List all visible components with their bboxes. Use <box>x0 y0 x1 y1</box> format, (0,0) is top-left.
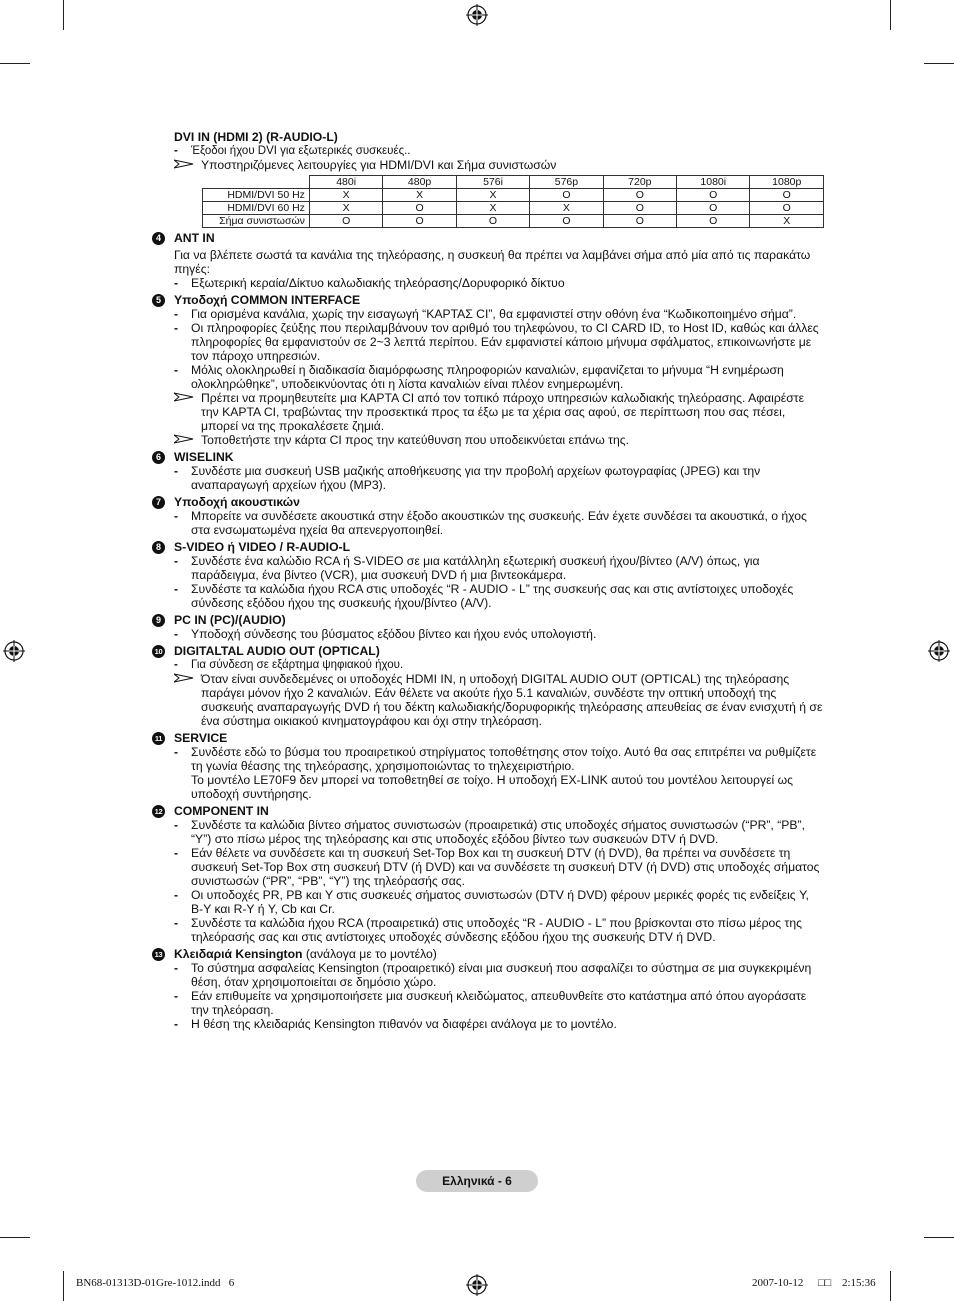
item-text: Συνδέστε ένα καλώδιο RCA ή S-VIDEO σε μια κατάλληλη εξωτερική συσκευή ήχου/βίντεο (A/V) όπως, για παράδειγμα, ένα βίντεο (VCR), μια συσκευή DVD ή μια βιντεοκάμερα. <box>191 554 760 582</box>
table-cell: O <box>677 202 750 215</box>
item-text: Εξωτερική κεραία/Δίκτυο καλωδιακής τηλεόρασης/Δορυφορικό δίκτυο <box>191 276 565 290</box>
table-cell: X <box>456 202 529 215</box>
dash-bullet: - <box>174 888 179 902</box>
table-cell: O <box>530 189 603 202</box>
note-text: Υποστηριζόμενες λειτουργίες για HDMI/DVI και Σήμα συνιστωσών <box>201 158 557 172</box>
section-body <box>152 818 824 944</box>
section-title-text: Υποδοχή COMMON INTERFACE <box>174 293 361 307</box>
note <box>174 158 824 172</box>
paragraph <box>174 773 824 801</box>
hdmi-dvi-support-table <box>202 175 824 228</box>
section-title-text: COMPONENT IN <box>174 804 269 818</box>
dash-bullet: - <box>174 464 179 478</box>
dash-bullet: - <box>174 916 179 930</box>
table-cell: O <box>750 189 824 202</box>
table-cell: O <box>456 215 529 228</box>
table-cell: O <box>677 215 750 228</box>
dash-bullet: - <box>174 554 179 568</box>
item-text: Συνδέστε μια συσκευή USB μαζικής αποθήκευσης για την προβολή αρχείων φωτογραφίας (JPEG) και την αναπαραγωγή αρχείων ήχου (MP3). <box>191 464 761 492</box>
note <box>174 433 824 447</box>
table-header-cell: 1080p <box>750 176 824 189</box>
section-title <box>152 293 824 307</box>
table-row <box>203 215 824 228</box>
dash-bullet: - <box>174 307 179 321</box>
note-text: Τοποθετήστε την κάρτα CI προς την κατεύθυνση που υποδεικνύεται επάνω της. <box>201 433 630 447</box>
list-item <box>174 307 824 321</box>
section-title-text: S-VIDEO ή VIDEO / R-AUDIO-L <box>174 540 351 554</box>
crop-mark <box>0 63 30 64</box>
item-text: Εάν θέλετε να συνδέσετε και τη συσκευή Set-Top Box και τη συσκευή DTV (ή DVD), θα πρέπει να συνδέσετε τη συσκευή Set-Top Box στη συσκευή DTV (ή DVD) και να συνδέσετε τη συσκευή DTV (ή DVD) στις υποδοχές σήματος συνιστωσών (“PR”, “PB”, “Y”) της τηλεόρασής σας. <box>191 846 820 888</box>
table-cell: O <box>383 202 456 215</box>
section-body <box>152 554 824 610</box>
crop-mark <box>890 0 891 30</box>
list-item <box>174 464 824 492</box>
dash-bullet: - <box>174 989 179 1003</box>
item-text: Συνδέστε εδώ το βύσμα του προαιρετικού στηρίγματος τοποθέτησης στον τοίχο. Αυτό θα σας επιτρέπει να ρυθμίζετε τη γωνία θέασης της τηλεόρασης, χρησιμοποιώντας το τηλεχειριστήριο. <box>191 745 817 773</box>
section-title <box>152 495 824 509</box>
section-title <box>152 613 824 627</box>
registration-mark-icon <box>466 4 488 26</box>
section-wiselink <box>152 450 824 492</box>
table-cell: O <box>530 215 603 228</box>
section-title <box>152 644 824 658</box>
section-number-badge: 5 <box>152 294 165 307</box>
table-cell: O <box>750 202 824 215</box>
list-item <box>174 1017 824 1031</box>
note <box>174 672 824 728</box>
item-text: Οι υποδοχές PR, PB και Y στις συσκευές σήματος συνιστωσών (DTV ή DVD) φέρουν μερικές φορές τις ενδείξεις Y, B-Y και R-Y ή Y, Cb και Cr. <box>191 888 810 916</box>
section-title-suffix: (ανάλογα με το μοντέλο) <box>302 947 437 961</box>
section-number-badge: 7 <box>152 496 165 509</box>
dash-bullet: - <box>174 627 179 641</box>
section-component-in <box>152 804 824 944</box>
section-number-badge: 12 <box>152 805 165 818</box>
section-kensington <box>152 947 824 1031</box>
section-body <box>152 464 824 492</box>
item-text: Έξοδοι ήχου DVI για εξωτερικές συσκευές.. <box>191 145 411 157</box>
table-cell: O <box>677 189 750 202</box>
section-service <box>152 731 824 801</box>
item-text: Το μοντέλο LE70F9 δεν μπορεί να τοποθετηθεί σε τοίχο. Η υποδοχή EX-LINK αυτού του μοντέλου λειτουργεί ως υποδοχή συντήρησης. <box>191 773 793 801</box>
item-text: Οι πληροφορίες ζεύξης που περιλαμβάνουν τον αριθμό του τηλεφώνου, το CI CARD ID, το Host ID, καθώς και άλλες πληροφορίες θα εμφανιστούν σε 2~3 λεπτά περίπου. Εάν εμφανιστεί κάποιο μήνυμα σφάλματος, επικοινωνήστε με τον πάροχο υπηρεσιών. <box>191 321 819 363</box>
section-title-text: WISELINK <box>174 450 234 464</box>
section-title: DVI IN (HDMI 2) (R-AUDIO-L) <box>174 130 338 144</box>
section-body <box>152 658 824 728</box>
section-body <box>152 627 824 641</box>
section-digital-audio-out <box>152 644 824 728</box>
item-text: Συνδέστε τα καλώδια ήχου RCA (προαιρετικά) στις υποδοχές “R - AUDIO - L” που βρίσκονται στο πίσω μέρος της τηλεόρασής σας και στις αντίστοιχες υποδοχές σύνδεσης εξόδου ήχου της συσκευής DTV ή DVD. <box>191 916 803 944</box>
section-number-badge: 13 <box>152 948 165 961</box>
item-text: Υποδοχή σύνδεσης του βύσματος εξόδου βίντεο και ήχου ενός υπολογιστή. <box>191 627 597 641</box>
table-header-cell: 576i <box>456 176 529 189</box>
section-title-text: DIGITALTAL AUDIO OUT (OPTICAL) <box>174 644 380 658</box>
section-ant-in <box>152 231 824 290</box>
section-number-badge: 8 <box>152 541 165 554</box>
section-dvi <box>152 130 824 228</box>
item-text: Εάν επιθυμείτε να χρησιμοποιήσετε μια συσκευή κλειδώματος, απευθυνθείτε στο κατάστημα από όπου αγοράσατε την τηλεόραση. <box>191 989 807 1017</box>
section-body <box>152 307 824 447</box>
section-title-text: Υποδοχή ακουστικών <box>174 495 300 509</box>
list-item <box>174 144 824 158</box>
section-title <box>152 450 824 464</box>
dash-bullet: - <box>174 745 179 759</box>
section-number-badge: 9 <box>152 614 165 627</box>
table-header-cell: 480i <box>309 176 382 189</box>
item-text: Το σύστημα ασφαλείας Kensington (προαιρετικό) είναι μια συσκευή που ασφαλίζει το σύστημα σε μια συγκεκριμένη θέση, όταν χρησιμοποιείται σε δημόσιο χώρο. <box>191 961 812 989</box>
table-row-label: Σήμα συνιστωσών <box>203 215 310 228</box>
section-number-badge: 4 <box>152 232 165 245</box>
section-title-text: SERVICE <box>174 731 228 745</box>
section-title <box>152 804 824 818</box>
dash-bullet: - <box>174 818 179 832</box>
section-body <box>152 245 824 290</box>
list-item <box>174 961 824 989</box>
item-text: Συνδέστε τα καλώδια ήχου RCA στις υποδοχές “R - AUDIO - L” της συσκευής σας και στις αντίστοιχες υποδοχές σύνδεσης εξόδου ήχου της συσκευής ήχου/βίντεο (A/V). <box>191 582 794 610</box>
page-number-badge: Ελληνικά - 6 <box>416 1170 538 1192</box>
crop-mark <box>0 1237 30 1238</box>
list-item <box>174 745 824 773</box>
dash-bullet: - <box>174 145 178 157</box>
note-text: Όταν είναι συνδεδεμένες οι υποδοχές HDMI IN, η υποδοχή DIGITAL AUDIO OUT (OPTICAL) της τηλεόρασης παράγει μόνον ήχο 2 καναλιών. Εάν θέλετε να ακούτε ήχο 5.1 καναλιών, συνδέστε την οπτική υποδοχή της συσκευής αναπαραγωγής DVD ή του δέκτη καλωδιακής/δορυφορικής τηλεόρασης απευθείας σε έναν ενισχυτή ή σε ένα σύστημα οικιακού κινηματογράφου και όχι στην τηλεόραση. <box>201 672 823 728</box>
table-cell: O <box>603 189 676 202</box>
list-item <box>174 658 824 672</box>
table-row-label: HDMI/DVI 50 Hz <box>203 189 310 202</box>
crop-mark <box>63 1271 64 1301</box>
table-cell: X <box>309 189 382 202</box>
list-item <box>174 888 824 916</box>
list-item <box>174 846 824 888</box>
table-header-cell: 576p <box>530 176 603 189</box>
item-text: Για σύνδεση σε εξάρτημα ψηφιακού ήχου. <box>191 659 404 671</box>
table-cell: X <box>456 189 529 202</box>
table-cell: O <box>603 202 676 215</box>
dash-bullet: - <box>174 1017 179 1031</box>
dash-bullet: - <box>174 321 179 335</box>
item-text: Συνδέστε τα καλώδια βίντεο σήματος συνιστωσών (προαιρετικά) στις υποδοχές σήματος συνιστωσών (“PR”, “PB”, “Y”) στο πίσω μέρος της τηλεόρασης και στις υποδοχές εξόδου βίντεο των συσκευών DTV ή DVD. <box>191 818 805 846</box>
note-arrow-icon <box>174 673 194 683</box>
table-cell: O <box>383 215 456 228</box>
note-text: Πρέπει να προμηθευτείτε μια ΚΑΡΤΑ CI από τον τοπικό πάροχο υπηρεσιών καλωδιακής τηλεόρασης. Αφαιρέστε την ΚΑΡΤΑ CI, τραβώντας την προσεκτικά προς τα έξω με τα χέρια σας αφού, σε περίπτωση που σας πέσει, μπορεί να της προκαλέσετε ζημιά. <box>201 391 805 433</box>
table-row-label: HDMI/DVI 60 Hz <box>203 202 310 215</box>
table-cell: X <box>530 202 603 215</box>
item-text: Μόλις ολοκληρωθεί η διαδικασία διαμόρφωσης πληροφοριών καναλιών, εμφανίζεται το μήνυμα “Η ενημέρωση ολοκληρώθηκε”, υποδεικνύοντας ότι η λίστα καναλιών είναι πλέον ενημερωμένη. <box>191 363 784 391</box>
list-item <box>174 627 824 641</box>
section-title-text: Κλειδαριά Kensington <box>174 947 303 961</box>
dash-bullet: - <box>174 509 179 523</box>
section-title-text: PC IN (PC)/(AUDIO) <box>174 613 286 627</box>
section-number-badge: 6 <box>152 451 165 464</box>
print-time: 2:15:36 <box>842 1277 876 1289</box>
registration-mark-icon <box>928 640 950 662</box>
list-item <box>174 989 824 1017</box>
table-cell: X <box>750 215 824 228</box>
crop-mark <box>890 1271 891 1301</box>
table-cell: X <box>383 189 456 202</box>
print-file-slug: BN68-01313D-01Gre-1012.indd 6 <box>76 1277 235 1289</box>
section-number-badge: 10 <box>152 645 165 658</box>
registration-mark-icon <box>466 1274 488 1296</box>
section-s-video <box>152 540 824 610</box>
list-item <box>174 276 824 290</box>
table-header-row <box>203 176 824 189</box>
table-header-cell: 480p <box>383 176 456 189</box>
list-item <box>174 321 824 363</box>
print-boxes: □□ <box>818 1277 832 1289</box>
note-arrow-icon <box>174 159 194 169</box>
registration-mark-icon <box>3 640 25 662</box>
table-row <box>203 189 824 202</box>
dash-bullet: - <box>174 276 179 290</box>
crop-mark <box>924 1237 954 1238</box>
section-number-badge: 11 <box>152 732 165 745</box>
section-title <box>152 947 824 961</box>
dash-bullet: - <box>174 582 179 596</box>
section-body <box>152 961 824 1031</box>
print-date: 2007-10-12 <box>752 1277 804 1289</box>
item-text: Μπορείτε να συνδέσετε ακουστικά στην έξοδο ακουστικών της συσκευής. Εάν έχετε συνδέσει τα ακουστικά, ο ήχος στα ενσωματωμένα ηχεία θα απενεργοποιηθεί. <box>191 509 807 537</box>
dash-bullet: - <box>174 659 178 671</box>
item-text: Για ορισμένα κανάλια, χωρίς την εισαγωγή “ΚΑΡΤΑΣ CI”, θα εμφανιστεί στην οθόνη ένα “Κωδικοποιημένο σήμα”. <box>191 307 797 321</box>
section-body <box>152 745 824 801</box>
list-item <box>174 818 824 846</box>
dash-bullet: - <box>174 363 179 377</box>
section-title <box>152 231 824 245</box>
section-headphones <box>152 495 824 537</box>
section-title-text: ANT IN <box>174 231 215 245</box>
page-content <box>152 127 824 1031</box>
note-arrow-icon <box>174 392 194 402</box>
list-item <box>174 509 824 537</box>
section-pc-in <box>152 613 824 641</box>
list-item <box>174 554 824 582</box>
list-item <box>174 582 824 610</box>
section-title <box>152 540 824 554</box>
note-arrow-icon <box>174 434 194 444</box>
dash-bullet: - <box>174 961 179 975</box>
paragraph: Για να βλέπετε σωστά τα κανάλια της τηλεόρασης, η συσκευή θα πρέπει να λαμβάνει σήμα από μία από τις παρακάτω πηγές: <box>174 248 811 276</box>
list-item <box>174 363 824 391</box>
table-cell: O <box>309 215 382 228</box>
table-cell: X <box>309 202 382 215</box>
crop-mark <box>63 0 64 30</box>
list-item <box>174 916 824 944</box>
section-body <box>152 509 824 537</box>
table-corner <box>203 176 310 189</box>
section-common-interface <box>152 293 824 447</box>
note <box>174 391 824 433</box>
dash-bullet: - <box>174 846 179 860</box>
item-text: Η θέση της κλειδαριάς Kensington πιθανόν να διαφέρει ανάλογα με το μοντέλο. <box>191 1017 617 1031</box>
table-header-cell: 1080i <box>677 176 750 189</box>
table-cell: O <box>603 215 676 228</box>
table-row <box>203 202 824 215</box>
crop-mark <box>924 63 954 64</box>
table-header-cell: 720p <box>603 176 676 189</box>
section-title <box>152 731 824 745</box>
